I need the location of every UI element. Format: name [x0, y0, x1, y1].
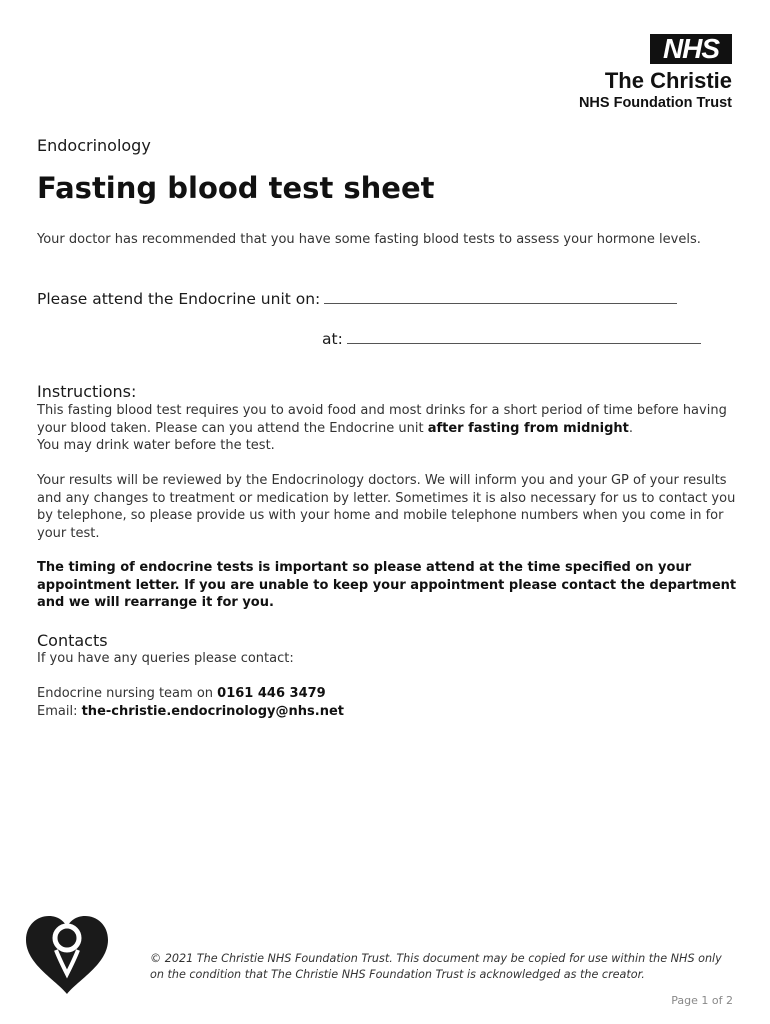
contact-phone-row: [37, 685, 737, 703]
intro-text: Your doctor has recommended that you have some fasting blood tests to assess your hormone levels.: [37, 232, 701, 247]
attend-date-blank[interactable]: [324, 289, 677, 304]
fasting-emphasis: after fasting from midnight: [427, 420, 629, 436]
copyright-line-1: © 2021 The Christie NHS Foundation Trust. This document may be copied for use within the NHS only: [150, 952, 722, 965]
nhs-logo: NHS: [650, 34, 732, 64]
attend-date-label: Please attend the Endocrine unit on:: [37, 290, 321, 308]
contact-email-row: [37, 703, 737, 721]
org-name: The Christie: [604, 68, 732, 93]
department-label: Endocrinology: [37, 136, 151, 155]
christie-heart-logo: [26, 916, 108, 994]
email-address[interactable]: the-christie.endocrinology@nhs.net: [81, 704, 344, 719]
attend-time-label: at:: [322, 330, 343, 348]
timing-notice: The timing of endocrine tests is important so please attend at the time specified on your appointment letter. If you are unable to keep your appointment please contact the department and we will rearrange it for you.: [37, 560, 737, 610]
org-subtitle: NHS Foundation Trust: [578, 95, 732, 111]
attend-date-row: [37, 289, 677, 309]
instructions-paragraph-2: Your results will be reviewed by the Endocrinology doctors. We will inform you and your GP of your results and any changes to treatment or medication by letter. Sometimes it is also necessary for us to contact you by telephone, so please provide us with your home and mobile telephone numbers when you come in for your test.: [37, 473, 736, 541]
phone-number[interactable]: 0161 446 3479: [217, 686, 326, 701]
contacts-heading: Contacts: [37, 631, 108, 650]
attend-time-blank[interactable]: [347, 329, 701, 344]
instructions-heading: Instructions:: [37, 382, 137, 401]
phone-label: Endocrine nursing team on: [37, 686, 218, 701]
water-note: You may drink water before the test.: [37, 438, 275, 453]
instructions-text-end: .: [628, 420, 634, 436]
attend-time-row: [322, 329, 701, 349]
instructions-paragraph-1: [37, 402, 737, 455]
email-label: Email:: [37, 704, 82, 719]
copyright-notice: [150, 951, 722, 983]
contacts-intro: If you have any queries please contact:: [37, 651, 294, 666]
instructions-text: This fasting blood test requires you to avoid food and most drinks for a short period of time before having your blood taken. Please can you attend the Endocrine unit: [37, 403, 727, 436]
page-title: Fasting blood test sheet: [37, 171, 435, 205]
page-number: Page 1 of 2: [671, 994, 733, 1007]
copyright-line-2: on the condition that The Christie NHS Foundation Trust is acknowledged as the creator.: [150, 968, 645, 981]
